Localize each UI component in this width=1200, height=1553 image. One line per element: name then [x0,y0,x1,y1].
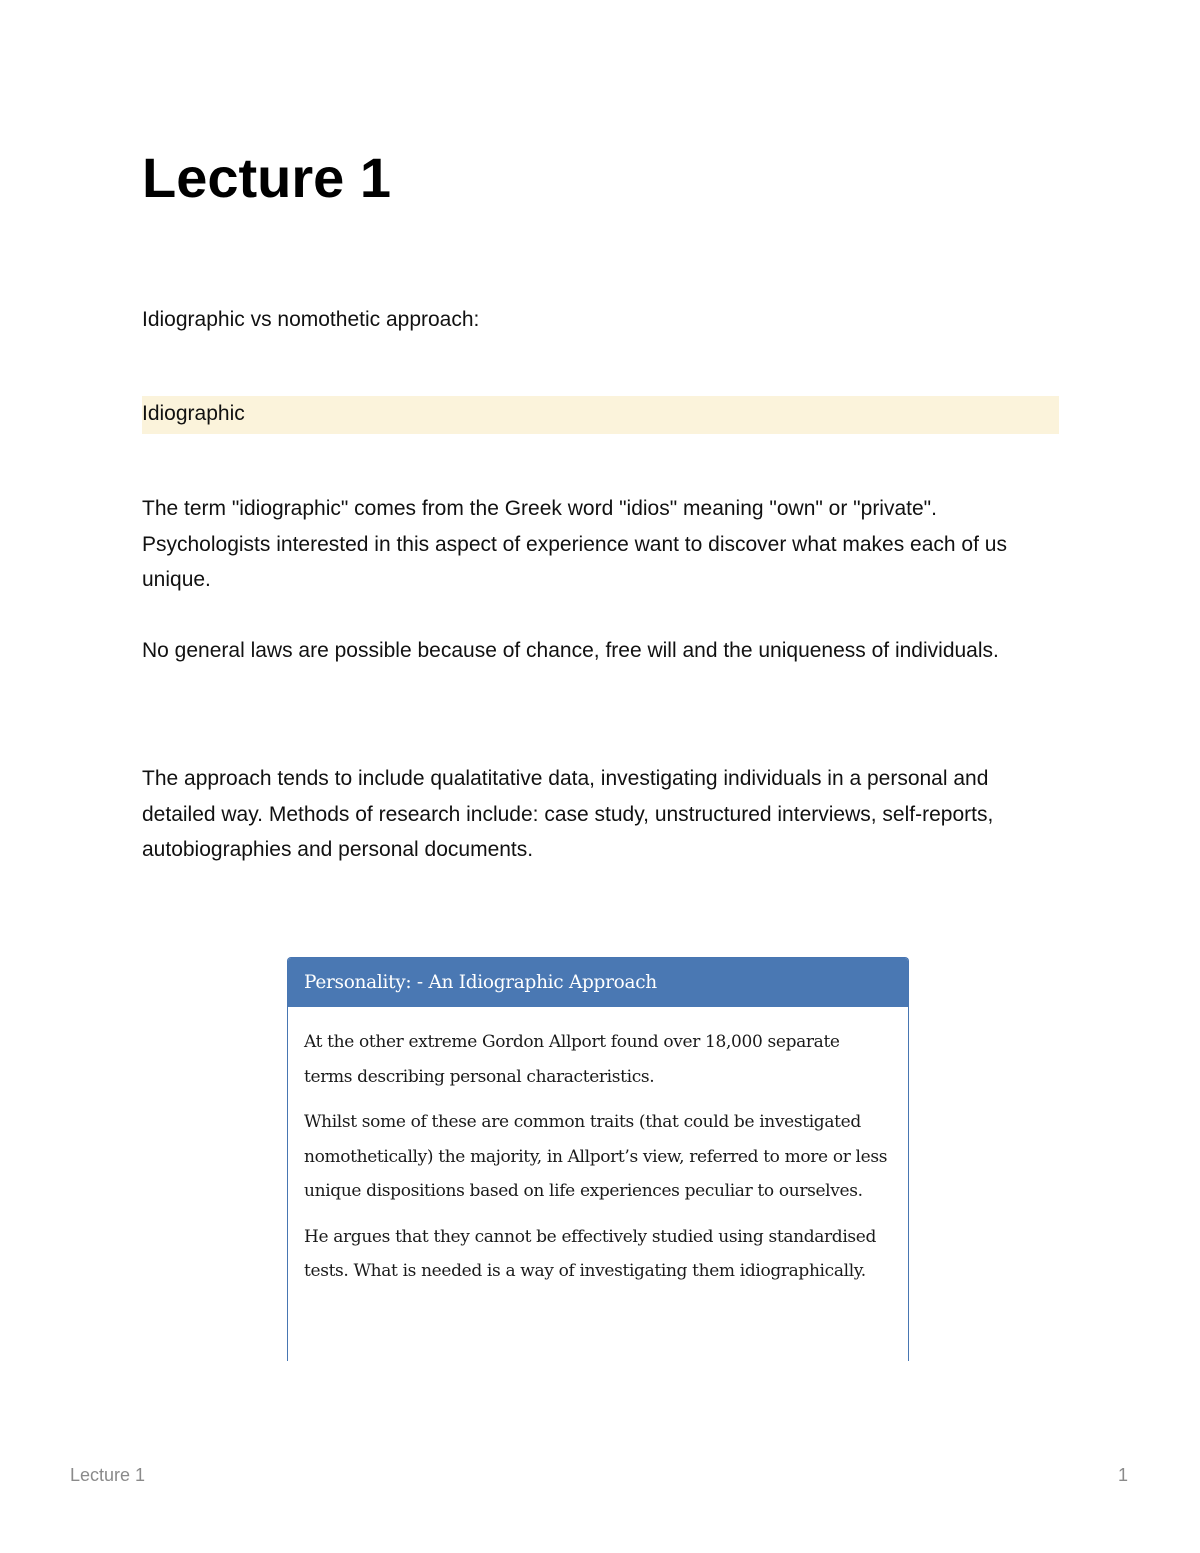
card-paragraph: He argues that they cannot be effectively studied using standardised tests. What is needed is a way of investigating them idiographically. [304,1226,877,1281]
page-number: 1 [1117,1465,1128,1485]
card-paragraph: Whilst some of these are common traits (that could be investigated nomothetically) the majority, in Allport’s view, referred to more or less unique dispositions based on life experiences peculiar to ourselves. [304,1112,888,1201]
card-body [288,1007,908,1289]
card-paragraph: At the other extreme Gordon Allport found over 18,000 separate terms describing personal characteristics. [304,1032,840,1087]
section-heading: Idiographic [142,402,245,425]
section-heading-callout [142,396,1059,434]
paragraph-methods: The approach tends to include qualatitative data, investigating individuals in a personal and detailed way. Methods of research include: case study, unstructured interviews, self-reports, autobiographies and personal documents. [142,767,994,861]
page-title: Lecture 1 [142,146,391,209]
paragraph-definition: The term "idiographic" comes from the Greek word "idios" meaning "own" or "private". Psychologists interested in this aspect of experience want to discover what makes each of us unique. [142,497,1007,591]
paragraph-general-laws: No general laws are possible because of chance, free will and the uniqueness of individuals. [142,639,999,662]
intro-text: Idiographic vs nomothetic approach: [142,308,480,331]
embedded-image-card [287,957,909,1361]
card-header: Personality: - An Idiographic Approach [288,958,908,1007]
footer-title: Lecture 1 [70,1465,146,1485]
